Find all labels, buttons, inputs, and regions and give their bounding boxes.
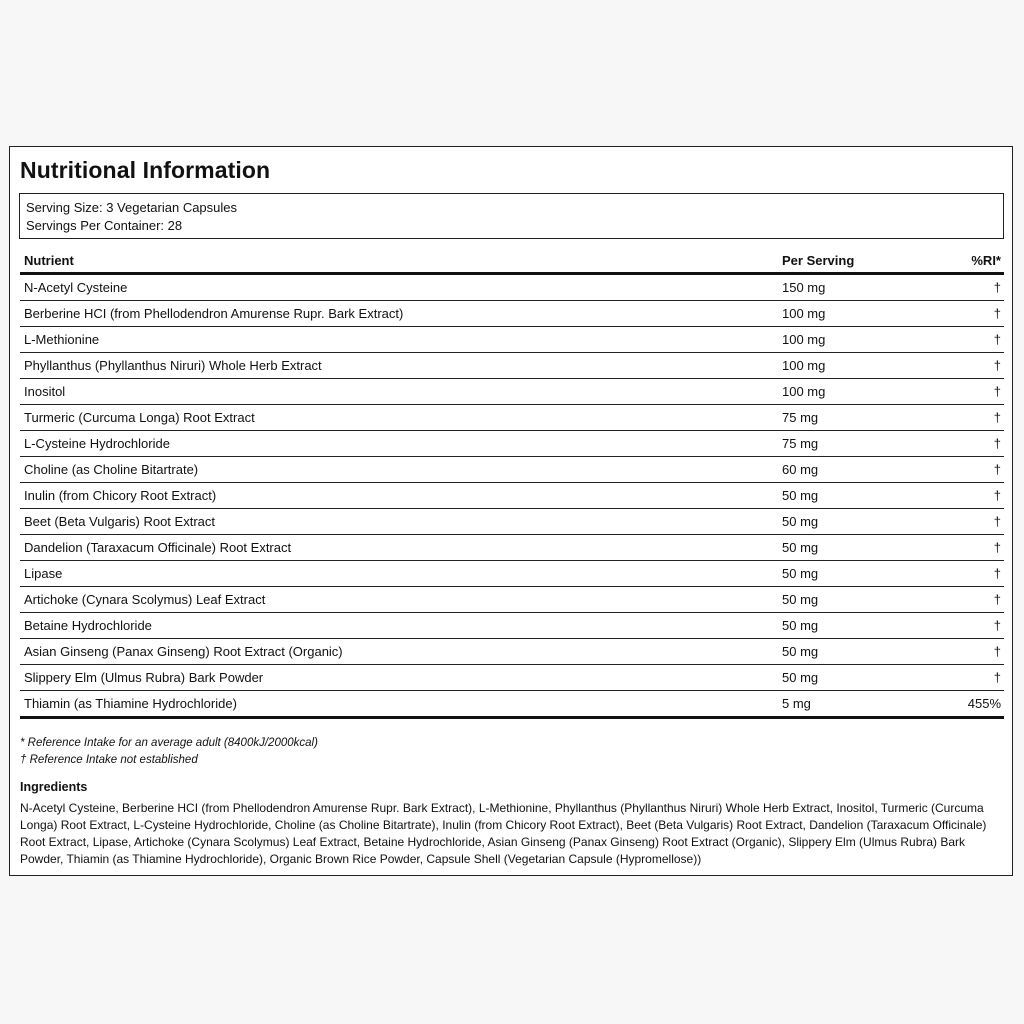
nutrient-amount: 50 mg <box>782 488 819 503</box>
table-row <box>20 353 1004 379</box>
page-title: Nutritional Information <box>20 157 271 183</box>
table-row <box>20 691 1004 719</box>
nutrient-amount: 100 mg <box>782 358 826 373</box>
table-row <box>20 379 1004 405</box>
nutrient-table <box>20 248 1004 719</box>
ingredients-title: Ingredients <box>20 780 88 794</box>
table-header <box>20 248 1004 275</box>
nutrient-name: Artichoke (Cynara Scolymus) Leaf Extract <box>24 592 266 607</box>
nutrient-ri: † <box>993 488 1001 503</box>
nutrient-name: Lipase <box>24 566 63 581</box>
nutrient-name: N-Acetyl Cysteine <box>24 280 128 295</box>
nutrient-ri: † <box>993 566 1001 581</box>
table-row <box>20 327 1004 353</box>
nutrient-name: Slippery Elm (Ulmus Rubra) Bark Powder <box>24 670 264 685</box>
table-row <box>20 457 1004 483</box>
table-row <box>20 301 1004 327</box>
serving-info-box <box>19 193 1004 239</box>
nutrient-amount: 50 mg <box>782 592 819 607</box>
nutrient-ri: 455% <box>967 696 1001 711</box>
nutrient-name: Beet (Beta Vulgaris) Root Extract <box>24 514 215 529</box>
dagger-footnote: † Reference Intake not established <box>20 754 198 766</box>
nutrient-ri: † <box>993 306 1001 321</box>
nutrient-amount: 75 mg <box>782 436 819 451</box>
nutrient-name: Inositol <box>24 384 66 399</box>
nutrient-ri: † <box>993 514 1001 529</box>
nutrient-ri: † <box>993 384 1001 399</box>
nutrient-amount: 5 mg <box>782 696 811 711</box>
nutrient-ri: † <box>993 332 1001 347</box>
serving-size: Serving Size: 3 Vegetarian Capsules <box>26 200 238 215</box>
nutrient-name: Thiamin (as Thiamine Hydrochloride) <box>24 696 237 711</box>
nutrient-ri: † <box>993 280 1001 295</box>
table-row <box>20 483 1004 509</box>
table-row <box>20 509 1004 535</box>
nutrient-name: Turmeric (Curcuma Longa) Root Extract <box>24 410 255 425</box>
table-row <box>20 405 1004 431</box>
nutrient-amount: 50 mg <box>782 540 819 555</box>
nutrient-amount: 100 mg <box>782 384 826 399</box>
nutrient-amount: 75 mg <box>782 410 819 425</box>
nutrient-ri: † <box>993 462 1001 477</box>
nutrient-amount: 50 mg <box>782 670 819 685</box>
nutrient-amount: 50 mg <box>782 566 819 581</box>
nutrient-amount: 50 mg <box>782 514 819 529</box>
ri-footnote: * Reference Intake for an average adult (8400kJ/2000kcal) <box>20 737 318 749</box>
nutrition-panel <box>9 146 1013 876</box>
nutrient-ri: † <box>993 644 1001 659</box>
nutrient-amount: 100 mg <box>782 306 826 321</box>
nutrient-ri: † <box>993 540 1001 555</box>
nutrient-name: L-Methionine <box>24 332 100 347</box>
header-ri: %RI* <box>971 252 1001 268</box>
table-row <box>20 587 1004 613</box>
nutrient-amount: 60 mg <box>782 462 819 477</box>
nutrient-ri: † <box>993 670 1001 685</box>
table-row <box>20 665 1004 691</box>
nutrient-amount: 50 mg <box>782 618 819 633</box>
nutrient-name: L-Cysteine Hydrochloride <box>24 436 170 451</box>
nutrient-ri: † <box>993 436 1001 451</box>
nutrient-name: Asian Ginseng (Panax Ginseng) Root Extract (Organic) <box>24 644 343 659</box>
header-nutrient: Nutrient <box>24 252 74 268</box>
nutrient-ri: † <box>993 592 1001 607</box>
table-row <box>20 613 1004 639</box>
nutrient-name: Betaine Hydrochloride <box>24 618 152 633</box>
table-row <box>20 275 1004 301</box>
nutrient-name: Phyllanthus (Phyllanthus Niruri) Whole Herb Extract <box>24 358 322 373</box>
table-row <box>20 639 1004 665</box>
table-row <box>20 535 1004 561</box>
header-per-serving: Per Serving <box>782 252 855 268</box>
nutrient-name: Dandelion (Taraxacum Officinale) Root Extract <box>24 540 292 555</box>
nutrient-amount: 50 mg <box>782 644 819 659</box>
nutrient-ri: † <box>993 618 1001 633</box>
servings-per-container: Servings Per Container: 28 <box>26 218 183 233</box>
table-row <box>20 561 1004 587</box>
nutrient-ri: † <box>993 410 1001 425</box>
nutrient-ri: † <box>993 358 1001 373</box>
table-row <box>20 431 1004 457</box>
nutrient-name: Choline (as Choline Bitartrate) <box>24 462 199 477</box>
ingredients-text: N-Acetyl Cysteine, Berberine HCI (from Phellodendron Amurense Rupr. Bark Extract), L-Methionine, Phyllanthus (Phyllanthus Niruri) Whole Herb Extract, Inositol, Turmeric (Curcuma Longa) Root Extract, L-Cysteine Hydrochloride, Choline (as Choline Bitartrate), Inulin (from Chicory Root Extract), Beet (Beta Vulgaris) Root Extract, Dandelion (Taraxacum Officinale) Root Extract, Lipase, Artichoke (Cynara Scolymus) Leaf Extract, Betaine Hydrochloride, Asian Ginseng (Panax Ginseng) Root Extract (Organic), Slippery Elm (Ulmus Rubra) Bark Powder, Thiamin (as Thiamine Hydrochloride), Organic Brown Rice Powder, Capsule Shell (Vegetarian Capsule (Hypromellose)) <box>20 801 987 866</box>
nutrient-amount: 100 mg <box>782 332 826 347</box>
nutrient-name: Berberine HCI (from Phellodendron Amurense Rupr. Bark Extract) <box>24 306 404 321</box>
nutrient-name: Inulin (from Chicory Root Extract) <box>24 488 217 503</box>
nutrient-amount: 150 mg <box>782 280 826 295</box>
footnotes <box>20 735 318 769</box>
